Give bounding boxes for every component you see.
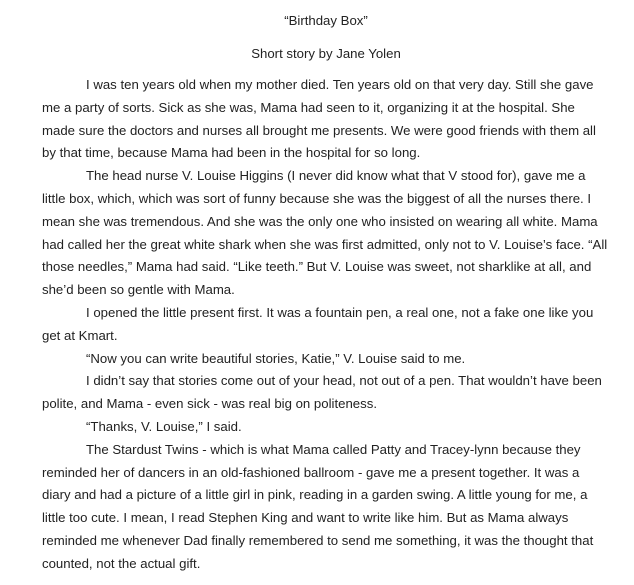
paragraph-2: The head nurse V. Louise Higgins (I never did know what that V stood for), gave me a little box, which, which was sort of funny because she was the biggest of all the nurses there. I mean she was tremendous. And she was the only one who insisted on wearing all white. Mama had called her the great white shark when she was first admitted, only not to V. Louise’s face. “All those needles,” Mama had said. “Like teeth.” But V. Louise was sweet, not sharklike at all, and she’d been so gentle with Mama. (42, 168, 608, 298)
story-title: “Birthday Box” (284, 13, 368, 28)
paragraph-3: I opened the little present first. It was a fountain pen, a real one, not a fake one like you get at Kmart. (42, 304, 594, 343)
paragraph-6: “Thanks, V. Louise,” I said. (86, 418, 242, 434)
story-byline: Short story by Jane Yolen (251, 46, 401, 61)
story-body (42, 74, 610, 576)
paragraph-5: I didn’t say that stories come out of your head, not out of a pen. That wouldn’t have been polite, and Mama - even sick - was real big on politeness. (42, 373, 602, 412)
paragraph-1: I was ten years old when my mother died. Ten years old on that very day. Still she gave me a party of sorts. Sick as she was, Mama had seen to it, organizing it at the hospital. She made sure the doctors and nurses all brought me presents. We were good friends with them all by that time, because Mama had been in the hospital for so long. (42, 77, 596, 161)
paragraph-4: “Now you can write beautiful stories, Katie,” V. Louise said to me. (86, 350, 466, 366)
paragraph-7: The Stardust Twins - which is what Mama called Patty and Tracey-lynn because they reminded her of dancers in an old-fashioned ballroom - gave me a present together. It was a diary and had a picture of a little girl in pink, reading in a garden swing. A little young for me, a little too cute. I mean, I read Stephen King and want to write like him. But as Mama always reminded me whenever Dad finally remembered to send me something, it was the thought that counted, not the actual gift. (42, 441, 594, 571)
